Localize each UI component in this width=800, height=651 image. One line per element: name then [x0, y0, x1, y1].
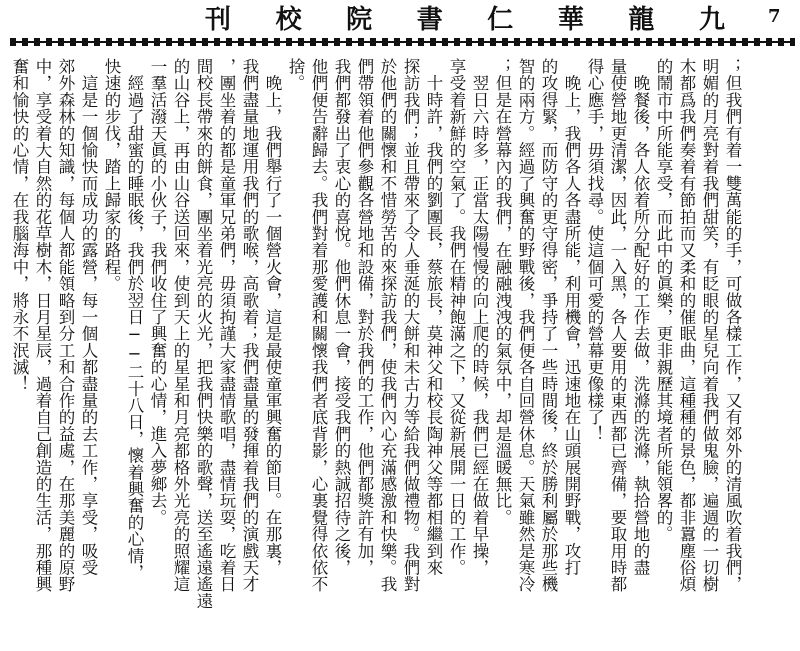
masthead-char: 校	[275, 4, 302, 35]
decorative-rule	[10, 38, 795, 46]
page-header	[0, 0, 800, 34]
masthead-char: 刊	[205, 4, 232, 35]
masthead-title	[205, 2, 725, 35]
masthead-char: 書	[416, 4, 443, 35]
masthead-char: 仁	[487, 4, 514, 35]
masthead-char: 華	[557, 4, 584, 35]
masthead-char: 院	[346, 4, 373, 35]
article-text: ；但我們有着一雙萬能的手，可做各樣工作，又有郊外的清風吹着我們， 明媚的月亮對着我們甜笑，有眨眼的星兒向着我們做鬼臉，遍週的一切樹 木都爲我們奏着有節拍而又柔和的催眠曲，這種種的景色，都非囂塵俗煩 的鬧市中所能享受，而此中的眞樂，更非親歷其境者所能領畧的。 晚餐後，各人依着所分配好的工作去做，洗滌的洗滌，執拾營地的盡 量使營地更清潔，因此，一入黑，各人要用的東西都已齊備，要取用時都 得心應手，毋須找尋。使這個可愛的營幕更像樣了！ 晚上，我們各人各盡所能，利用機會，迅速地在山頭展開野戰，攻打 的攻得緊，而防守的更守得密，爭持了一些時間後，終於勝利屬於那些機 智的兩方。經過了興奮的野戰後，我們便各自回營休息。天氣雖然是寒冷 ；但是在營幕內的我們，在融融洩洩的氣氛中，却是溫暖無比。 翌日六時多，正當太陽慢慢的向上爬的時候，我們已經在做着早操， 享受着新鮮的空氣了。我們在精神飽滿之下，又從新展開一日的工作。 十時許，我們的劉團長，蔡旅長，莫神父和校長陶神父等都相繼到來 探訪我們；並且帶來了令人垂涎的大餅和未古力等給我們做禮物。我們對 於他們的關懷和不惜勞苦的來探訪我們，使我們內心充滿感激和快樂。我 們帶領着他們參觀各營地和設備，對於我們的工作，他們都獎許有加， 我們都發出了衷心的喜悅。他們休息一會，接受我們的熱誠招待之後， 他們便告辭歸去。我們對着那愛護和關懷我們者底背影，心裏覺得依依不 捨。 晚上，我們舉行了一個營火會，這是最使童軍興奮的節目。在那裏， 我們盡量地運用我們的歌喉，高歌着；我們盡量的發揮着我們的演戲天才 ，團坐着的都是童軍兄弟們，毋須拘謹大家盡情歌唱，盡情玩耍，吃着日 間校長帶來的餅食，團坐着光亮的火光，把我們快樂的歌聲，送至遙遠遙遠 的山谷上，再由山谷送回來，使到天上的星星和月亮都格外光亮的照耀這 一羣活潑天眞的小伙子，我們收住了興奮的心情，進入夢鄉去。 經過了甜蜜的睡眠後，我們於翌日──二十八日，懷着興奮的心情， 快速的步伐，踏上歸家的路程。 這是一個愉快而成功的露營，每一個人都盡量的去工作，享受，吸受 郊外森林的知識，每個人都能領略到分工和合作的益處，在那美麗的原野 中，享受着大自然的花草樹木，日月星辰，過着自己創造的生活，那種興 奮和愉快的心情，在我腦海中，將永不泯滅！	[10, 58, 742, 610]
article-body	[8, 58, 793, 643]
page-number: 7	[768, 6, 781, 27]
masthead-char: 九	[698, 4, 725, 35]
masthead-char: 龍	[628, 4, 655, 35]
